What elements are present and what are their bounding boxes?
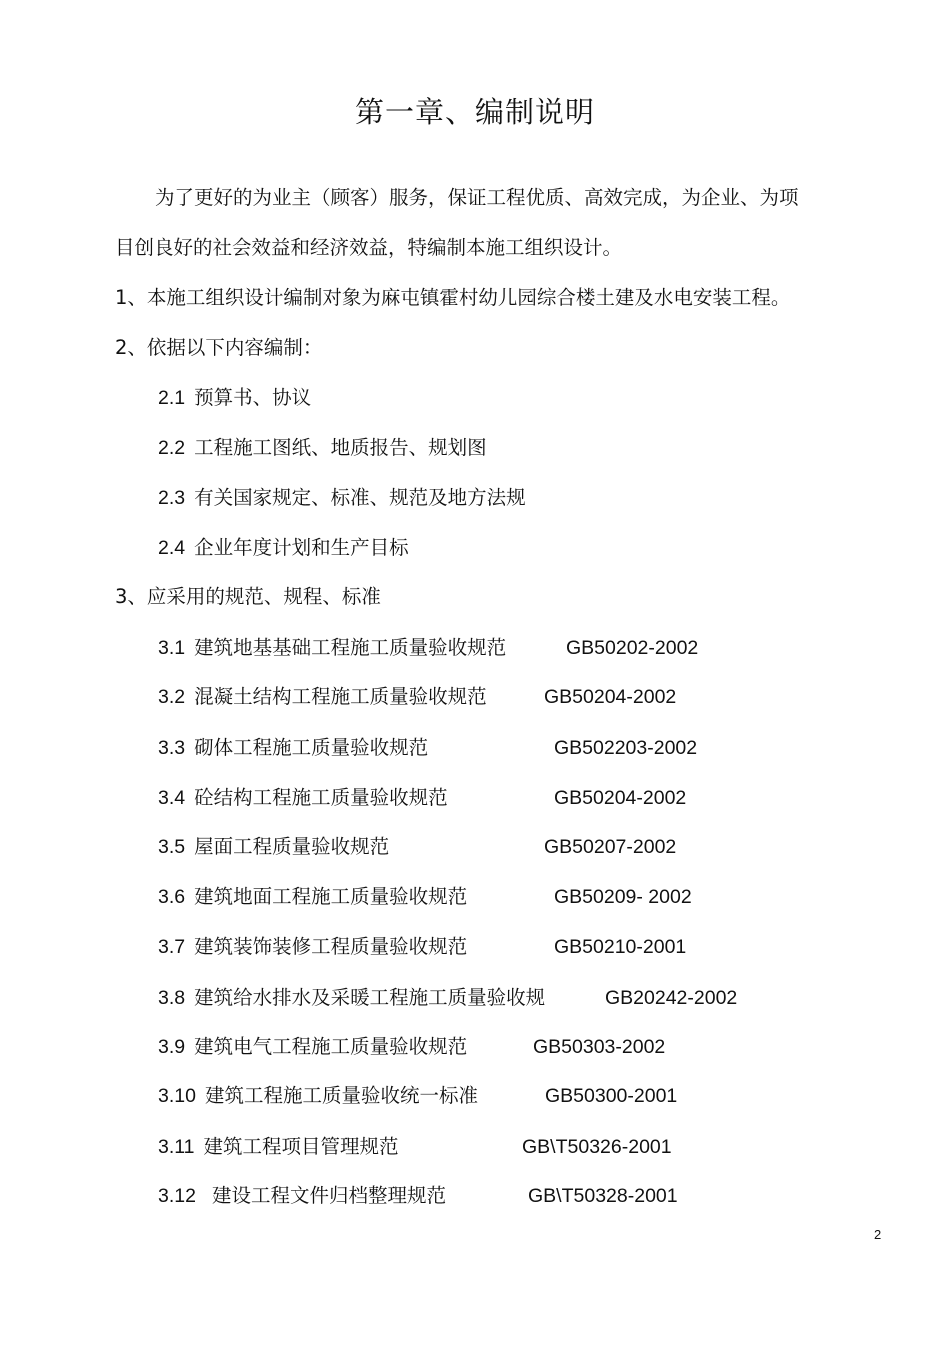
standard-item	[158, 884, 467, 910]
standard-item-number: 3.3	[158, 737, 186, 759]
standard-item	[158, 1083, 478, 1109]
standard-item	[158, 684, 487, 710]
standard-code: GB20242-2002	[605, 987, 738, 1009]
basis-item-text: 有关国家规定、标准、规范及地方法规	[194, 486, 526, 509]
basis-item-number: 2.1	[158, 387, 186, 409]
standard-code: GB\T50326-2001	[522, 1136, 672, 1158]
standard-item-number: 3.8	[158, 987, 186, 1009]
intro-line-2: 目创良好的社会效益和经济效益，特编制本施工组织设计。	[115, 236, 623, 259]
standard-code: GB50303-2002	[533, 1036, 666, 1058]
standard-item-number: 3.2	[158, 686, 186, 708]
standard-item-number: 3.5	[158, 836, 186, 858]
standard-item-text: 砼结构工程施工质量验收规范	[194, 786, 448, 809]
standard-item	[158, 1183, 446, 1209]
standard-item	[158, 735, 428, 761]
basis-item	[158, 435, 487, 461]
standard-item-text: 建筑给水排水及采暖工程施工质量验收规	[194, 986, 546, 1009]
basis-item	[158, 535, 409, 561]
point-1: 1、本施工组织设计编制对象为麻屯镇霍村幼儿园综合楼土建及水电安装工程。	[115, 286, 791, 309]
standard-code: GB502203-2002	[554, 737, 698, 759]
standard-item	[158, 785, 448, 811]
basis-item-number: 2.3	[158, 487, 186, 509]
standard-item	[158, 934, 467, 960]
point-3-heading: 3、应采用的规范、规程、标准	[115, 585, 381, 608]
standard-item-text: 建筑工程项目管理规范	[203, 1135, 399, 1158]
standard-item-number: 3.9	[158, 1036, 186, 1058]
basis-item-text: 预算书、协议	[194, 386, 312, 409]
basis-item-number: 2.2	[158, 437, 186, 459]
basis-item-text: 工程施工图纸、地质报告、规划图	[194, 436, 487, 459]
basis-item-text: 企业年度计划和生产目标	[194, 536, 409, 559]
standard-code: GB50209- 2002	[554, 886, 692, 908]
standard-item-number: 3.11	[158, 1136, 195, 1158]
page-title: 第一章、编制说明	[354, 95, 595, 129]
standard-code: GB50202-2002	[566, 637, 699, 659]
standard-item-text: 砌体工程施工质量验收规范	[194, 736, 429, 759]
standard-code: GB50210-2001	[554, 936, 687, 958]
intro-line-1: 为了更好的为业主（顾客）服务，保证工程优质、高效完成，为企业、为项	[155, 186, 799, 209]
standard-item-text: 屋面工程质量验收规范	[194, 835, 390, 858]
basis-item	[158, 485, 526, 511]
standard-item-text: 建筑装饰装修工程质量验收规范	[194, 935, 468, 958]
standard-item-number: 3.10	[158, 1085, 196, 1107]
standard-code: GB50300-2001	[545, 1085, 678, 1107]
standard-item-text: 建筑电气工程施工质量验收规范	[194, 1035, 468, 1058]
standard-item-text: 建筑地面工程施工质量验收规范	[194, 885, 468, 908]
standard-item-text: 建筑地基基础工程施工质量验收规范	[194, 636, 507, 659]
basis-item-number: 2.4	[158, 537, 186, 559]
standard-item-text: 混凝土结构工程施工质量验收规范	[194, 685, 487, 708]
standard-item-number: 3.6	[158, 886, 186, 908]
standard-item-text: 建筑工程施工质量验收统一标准	[204, 1084, 478, 1107]
standard-item-number: 3.7	[158, 936, 186, 958]
basis-item	[158, 385, 311, 411]
standard-item-number: 3.12	[158, 1185, 196, 1207]
standard-item-number: 3.4	[158, 787, 186, 809]
standard-code: GB50204-2002	[544, 686, 677, 708]
standard-item	[158, 1134, 399, 1160]
standard-item	[158, 985, 545, 1011]
standard-item	[158, 1034, 467, 1060]
standard-code: GB\T50328-2001	[528, 1185, 678, 1207]
standard-code: GB50207-2002	[544, 836, 677, 858]
standard-item	[158, 834, 389, 860]
standard-code: GB50204-2002	[554, 787, 687, 809]
page-number: 2	[874, 1227, 882, 1242]
standard-item	[158, 635, 506, 661]
standard-item-number: 3.1	[158, 637, 186, 659]
point-2-heading: 2、依据以下内容编制：	[115, 336, 323, 359]
standard-item-text: 建设工程文件归档整理规范	[211, 1184, 446, 1207]
